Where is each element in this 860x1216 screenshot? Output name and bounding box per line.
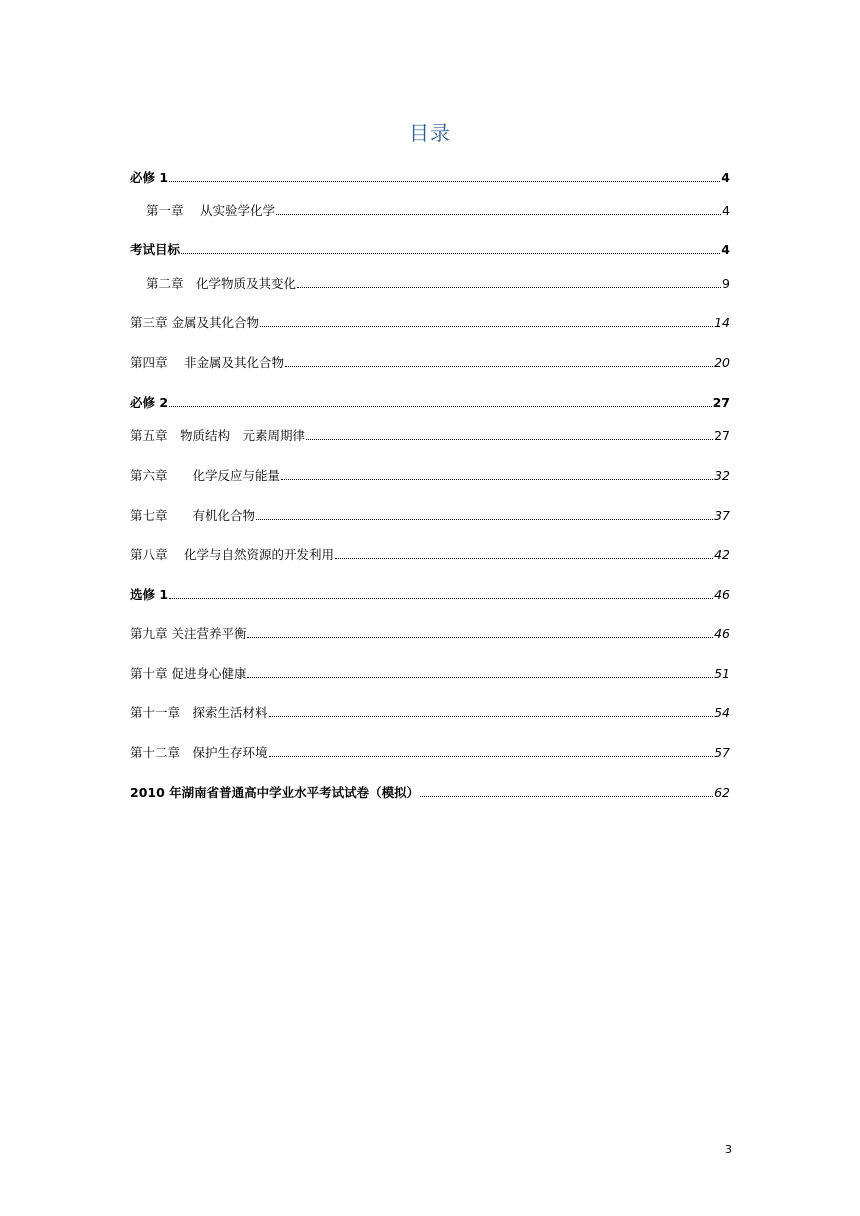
dot-leader (420, 796, 713, 797)
toc-entry-text: 选修 1 (130, 587, 169, 602)
toc-entry-page: 57 (714, 745, 730, 760)
dot-leader (169, 406, 712, 407)
toc-entry-text: 必修 1 (130, 170, 169, 185)
toc-entry[interactable] (130, 466, 730, 484)
toc-entry-text: 第二章 化学物质及其变化 (146, 276, 297, 291)
toc-entry-page: 46 (714, 626, 730, 641)
toc-entry-page: 27 (712, 395, 730, 410)
toc-entry[interactable] (130, 201, 730, 219)
toc-entry-text: 第三章 金属及其化合物 (130, 315, 259, 330)
toc-entry-text: 第四章 非金属及其化合物 (130, 355, 284, 370)
toc-entry-text: 第一章 从实验学化学 (146, 203, 275, 218)
toc-entry-page: 32 (714, 468, 730, 483)
toc-entry[interactable] (130, 703, 730, 721)
toc-entry-text: 第十章 促进身心健康 (130, 666, 247, 681)
toc-entry-text: 第十一章 探索生活材料 (130, 705, 268, 720)
toc-entry-text: 第十二章 保护生存环境 (130, 745, 268, 760)
toc-entry-text: 必修 2 (130, 395, 169, 410)
toc-entry[interactable] (130, 624, 730, 642)
toc-entry[interactable] (130, 585, 730, 603)
toc-entry-text: 第九章 关注营养平衡 (130, 626, 247, 641)
toc-entry-text: 第八章 化学与自然资源的开发利用 (130, 547, 334, 562)
dot-leader (297, 287, 721, 288)
toc-entry-page: 46 (714, 587, 730, 602)
toc-entry-page: 14 (714, 315, 730, 330)
toc-entry[interactable] (130, 313, 730, 331)
dot-leader (247, 637, 713, 638)
toc-entry-text: 考试目标 (130, 242, 181, 257)
toc-entry-page: 62 (714, 785, 730, 800)
toc-entry[interactable] (130, 743, 730, 761)
toc-entry[interactable] (130, 393, 730, 411)
toc-entry-page: 27 (714, 428, 730, 443)
toc-title: 目录 (409, 121, 451, 145)
toc-entry-page: 4 (721, 170, 730, 185)
toc-entry[interactable] (130, 664, 730, 682)
dot-leader (306, 439, 713, 440)
toc-entry-page: 9 (722, 276, 730, 291)
dot-leader (247, 677, 713, 678)
dot-leader (269, 716, 714, 717)
dot-leader (169, 181, 720, 182)
toc-entry[interactable] (130, 545, 730, 563)
dot-leader (276, 214, 721, 215)
toc-entry[interactable] (130, 353, 730, 371)
toc-entry-page: 42 (714, 547, 730, 562)
toc-entry-page: 4 (722, 203, 730, 218)
dot-leader (181, 253, 720, 254)
dot-leader (335, 558, 713, 559)
toc-entry-page: 51 (714, 666, 730, 681)
dot-leader (169, 598, 713, 599)
toc-entry[interactable] (130, 426, 730, 444)
toc-entry-page: 37 (714, 508, 730, 523)
toc-entry-page: 4 (721, 242, 730, 257)
dot-leader (269, 756, 714, 757)
toc-entry-text: 2010 年湖南省普通高中学业水平考试试卷（模拟） (130, 785, 420, 800)
toc-entry-page: 20 (714, 355, 730, 370)
toc-entry-page: 54 (714, 705, 730, 720)
toc-entry[interactable] (130, 168, 730, 186)
toc-entry[interactable] (130, 240, 730, 258)
toc-entry[interactable] (130, 783, 730, 801)
toc-entry[interactable] (130, 274, 730, 292)
page-number: 3 (725, 1143, 732, 1156)
dot-leader (285, 366, 713, 367)
toc-entry-text: 第六章 化学反应与能量 (130, 468, 281, 483)
toc-entry-text: 第七章 有机化合物 (130, 508, 256, 523)
toc-entry[interactable] (130, 506, 730, 524)
dot-leader (256, 519, 713, 520)
dot-leader (281, 479, 713, 480)
toc-entry-text: 第五章 物质结构 元素周期律 (130, 428, 306, 443)
dot-leader (260, 326, 713, 327)
